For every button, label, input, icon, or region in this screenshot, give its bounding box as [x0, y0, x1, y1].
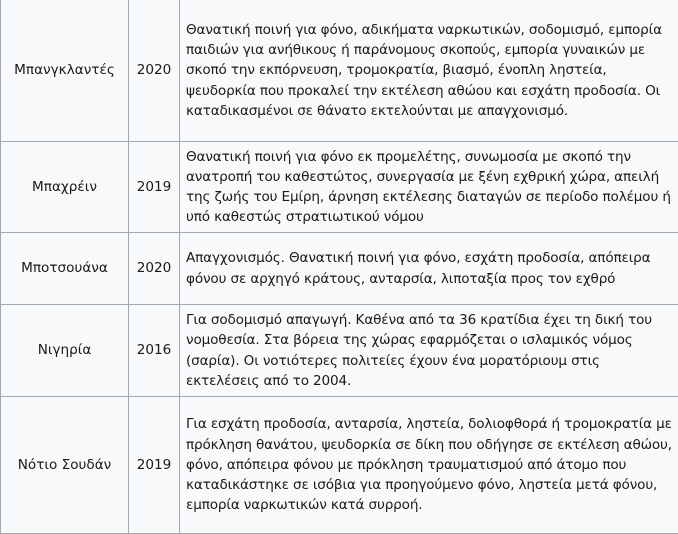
year-cell: 2019	[129, 397, 180, 534]
description-cell: Θανατική ποινή για φόνο εκ προμελέτης, συνωμοσία με σκοπό την ανατροπή του καθεστώτος, συνεργασία με ξένη εχθρική χώρα, απειλή της ζωής του Εμίρη, άρνηση εκτέλεσης διαταγών σε περίοδο πολέμου ή υπό καθεστώς στρατιωτικού νόμου	[180, 142, 678, 233]
year-cell: 2016	[129, 305, 180, 397]
year-cell: 2020	[129, 233, 180, 305]
year-cell: 2020	[129, 0, 180, 142]
description-cell: Για εσχάτη προδοσία, ανταρσία, ληστεία, δολιοφθορά ή τρομοκρατία με πρόκληση θανάτου, ψευδορκία σε δίκη που οδήγησε σε εκτέλεση αθώου, φόνο, απόπειρα φόνου με πρόκληση τραυματισμού από άτομο που καταδικάστηκε σε ισόβια για προηγούμενο φόνο, ληστεία μετά φόνου, εμπορία ναρκωτικών κατά συρροή.	[180, 397, 678, 534]
description-cell: Απαγχονισμός. Θανατική ποινή για φόνο, εσχάτη προδοσία, απόπειρα φόνου σε αρχηγό κράτους, ανταρσία, λιποταξία προς τον εχθρό	[180, 233, 678, 305]
table-row	[1, 142, 678, 233]
country-cell: Νιγηρία	[1, 305, 129, 397]
table-row	[1, 305, 678, 397]
table-row	[1, 397, 678, 534]
description-cell: Θανατική ποινή για φόνο, αδικήματα ναρκωτικών, σοδομισμό, εμπορία παιδιών για ανήθικους ή παράνομους σκοπούς, εμπορία γυναικών με σκοπό την εκπόρνευση, τρομοκρατία, βιασμό, ένοπλη ληστεία, ψευδορκία που προκαλεί την εκτέλεση αθώου και εσχάτη προδοσία. Οι καταδικασμένοι σε θάνατο εκτελούνται με απαγχονισμό.	[180, 0, 678, 142]
country-cell: Μπαχρέιν	[1, 142, 129, 233]
country-cell: Νότιο Σουδάν	[1, 397, 129, 534]
country-cell: Μποτσουάνα	[1, 233, 129, 305]
description-cell: Για σοδομισμό απαγωγή. Καθένα από τα 36 κρατίδια έχει τη δική του νομοθεσία. Στα βόρεια της χώρας εφαρμόζεται ο ισλαμικός νόμος (σαρία). Οι νοτιότερες πολιτείες έχουν ένα μορατόριουμ στις εκτελέσεις από το 2004.	[180, 305, 678, 397]
table-row	[1, 233, 678, 305]
year-cell: 2019	[129, 142, 180, 233]
country-cell: Μπανγκλαντές	[1, 0, 129, 142]
table-row	[1, 0, 678, 142]
